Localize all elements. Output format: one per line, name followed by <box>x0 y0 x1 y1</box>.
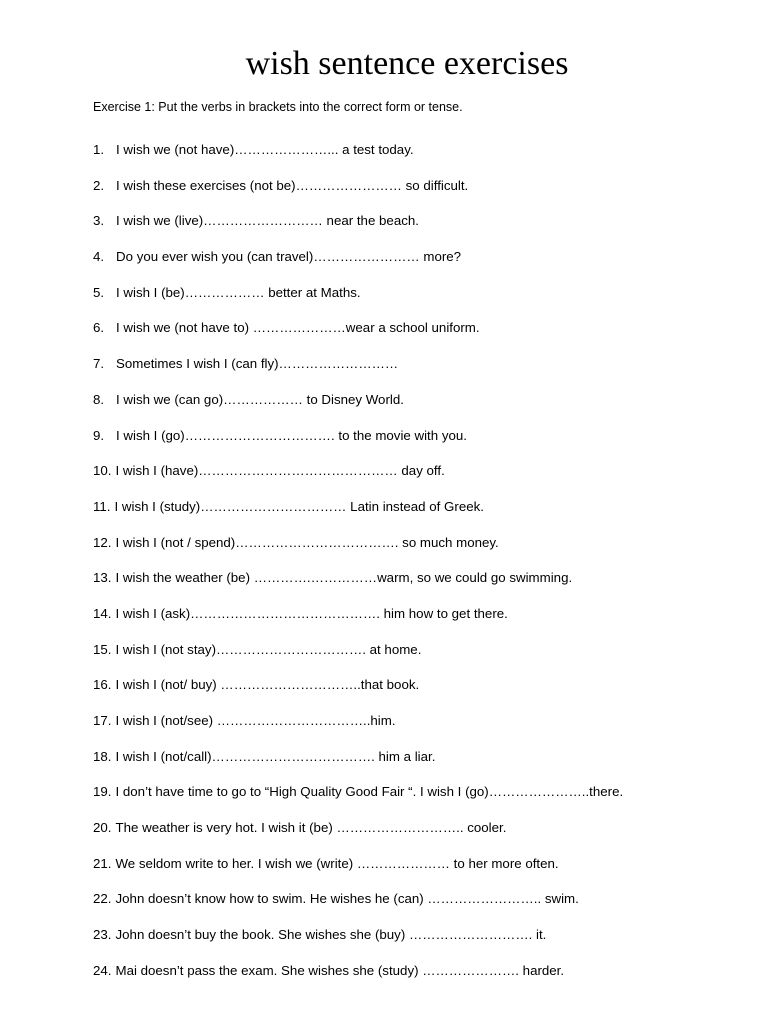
item-text: Sometimes I wish I (can fly)……………………… <box>116 356 399 372</box>
item-number: 10. <box>93 463 112 479</box>
item-number: 8. <box>93 391 105 407</box>
item-number: 3. <box>93 213 105 229</box>
list-item <box>93 818 623 854</box>
list-item <box>93 854 623 890</box>
list-item <box>93 675 623 711</box>
item-text: I wish I (go)……………………………. to the movie with you. <box>116 427 467 443</box>
item-number: 1. <box>93 142 105 157</box>
item-text: Do you ever wish you (can travel)…………………… more? <box>116 249 462 265</box>
item-number: 18. <box>93 748 112 764</box>
item-number: 23. <box>93 927 112 943</box>
item-number: 2. <box>93 177 105 193</box>
page-title: wish sentence exercises <box>245 45 569 82</box>
item-text: We seldom write to her. I wish we (write) ………………… to her more often. <box>115 855 559 871</box>
item-text: I wish I (not / spend)………………………………. so much money. <box>115 534 499 550</box>
list-item <box>93 140 623 176</box>
list-item <box>93 283 623 319</box>
item-number: 17. <box>93 713 112 728</box>
list-item <box>93 925 623 961</box>
list-item <box>93 247 623 283</box>
list-item <box>93 961 623 997</box>
item-number: 13. <box>93 570 112 586</box>
item-text: I wish these exercises (not be)…………………… so difficult. <box>116 177 469 193</box>
item-text: I wish I (not/ buy) …………………………..that book. <box>115 677 420 693</box>
list-item <box>93 176 623 212</box>
item-text: I wish the weather (be) ………….……………warm, so we could go swimming. <box>115 570 573 586</box>
exercise-instruction: Exercise 1: Put the verbs in brackets into the correct form or tense. <box>93 100 463 114</box>
item-text: Mai doesn’t pass the exam. She wishes she (study) …………………. harder. <box>115 962 565 978</box>
item-text: I wish we (not have to) …………………wear a school uniform. <box>116 320 480 336</box>
item-number: 4. <box>93 249 105 265</box>
item-number: 16. <box>93 677 112 693</box>
item-text: I wish I (not/call)………………………………. him a liar. <box>115 748 436 764</box>
list-item <box>93 318 623 354</box>
list-item <box>93 390 623 426</box>
item-number: 19. <box>93 784 112 800</box>
item-number: 11. <box>93 498 111 514</box>
list-item <box>93 568 623 604</box>
item-number: 7. <box>93 356 105 372</box>
item-text: I wish we (can go)……………… to Disney World. <box>116 391 404 407</box>
item-text: The weather is very hot. I wish it (be) ……………………….. cooler. <box>115 820 507 836</box>
list-item <box>93 461 623 497</box>
item-text: John doesn’t know how to swim. He wishes he (can) …………………….. swim. <box>115 891 579 907</box>
item-number: 22. <box>93 891 112 907</box>
list-item <box>93 604 623 640</box>
item-number: 12. <box>93 534 112 550</box>
item-text: John doesn’t buy the book. She wishes she (buy) ………………………. it. <box>115 927 547 943</box>
exercise-list <box>93 140 623 997</box>
item-text: I wish we (not have)…………………... a test today. <box>116 142 414 157</box>
item-text: I don’t have time to go to “High Quality Good Fair “. I wish I (go)…………………..there. <box>115 784 624 800</box>
item-number: 24. <box>93 962 112 978</box>
list-item <box>93 497 623 533</box>
item-text: I wish I (not/see) ……………………………..him. <box>115 713 396 728</box>
list-item <box>93 782 623 818</box>
list-item <box>93 711 623 747</box>
item-number: 5. <box>93 284 105 300</box>
list-item <box>93 889 623 925</box>
item-text: I wish I (be)……………… better at Maths. <box>116 284 361 300</box>
list-item <box>93 640 623 676</box>
item-number: 21. <box>93 855 112 871</box>
list-item <box>93 354 623 390</box>
item-text: I wish we (live)……………………… near the beach. <box>116 213 419 229</box>
list-item <box>93 533 623 569</box>
item-number: 6. <box>93 320 105 336</box>
list-item <box>93 747 623 783</box>
item-text: I wish I (not stay)……………………………. at home. <box>115 641 422 657</box>
list-item <box>93 211 623 247</box>
item-text: I wish I (have)……………………………………… day off. <box>115 463 445 479</box>
item-number: 15. <box>93 641 112 657</box>
item-number: 9. <box>93 427 105 443</box>
item-number: 14. <box>93 605 112 621</box>
item-text: I wish I (study)…………………………… Latin instead of Greek. <box>114 498 484 514</box>
item-number: 20. <box>93 820 112 836</box>
list-item <box>93 426 623 462</box>
item-text: I wish I (ask)……………………………………. him how to get there. <box>115 605 508 621</box>
